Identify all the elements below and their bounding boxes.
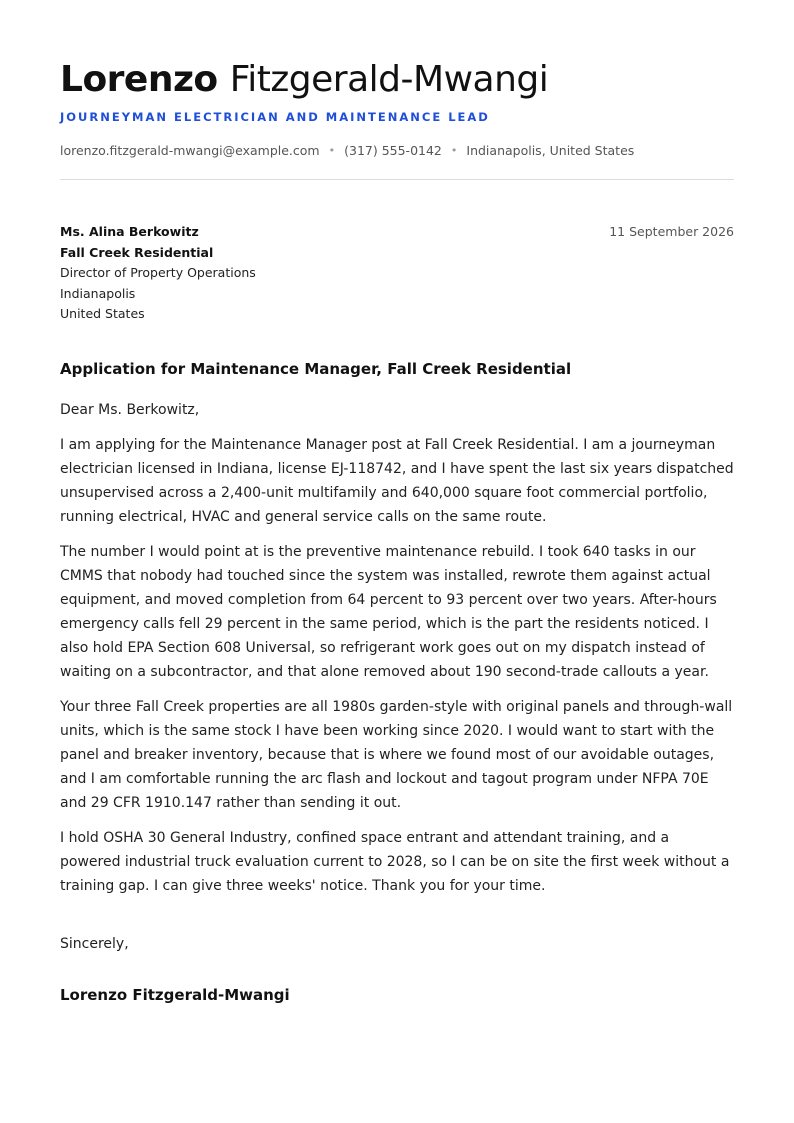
phone-number[interactable]: (317) 555-0142 bbox=[344, 143, 442, 158]
letter-date: 11 September 2026 bbox=[609, 224, 734, 239]
body-paragraph: The number I would point at is the preventive maintenance rebuild. I took 640 tasks in our CMMS that nobody had touched since the system was installed, rewrote them against actual equipment, and moved completion from 64 percent to 93 percent over two years. After-hours emergency calls fell 29 percent in the same period, which is the part the residents noticed. I also hold EPA Section 608 Universal, so refrigerant work goes out on my dispatch instead of waiting on a subcontractor, and that alone removed about 190 second-trade callouts a year. bbox=[60, 543, 717, 680]
email-link[interactable]: lorenzo.fitzgerald-mwangi@example.com bbox=[60, 143, 320, 158]
letter-subject: Application for Maintenance Manager, Fall Creek Residential bbox=[60, 359, 572, 378]
body-paragraph: I hold OSHA 30 General Industry, confined space entrant and attendant training, and a powered industrial truck evaluation current to 2028, so I can be on site the first week without a training gap. I can give three weeks' notice. Thank you for your time. bbox=[60, 829, 730, 894]
body-paragraph: I am applying for the Maintenance Manager post at Fall Creek Residential. I am a journeyman electrician licensed in Indiana, license EJ-118742, and I have spent the last six years dispatched unsupervised across a 2,400-unit multifamily and 640,000 square foot commercial portfolio, running electrical, HVAC and general service calls on the same route. bbox=[60, 436, 734, 525]
header-divider bbox=[60, 179, 734, 180]
contact-line bbox=[60, 143, 734, 158]
recipient-name: Ms. Alina Berkowitz bbox=[60, 224, 199, 239]
signature-name: Lorenzo Fitzgerald-Mwangi bbox=[60, 985, 290, 1004]
recipient-company: Fall Creek Residential bbox=[60, 244, 214, 260]
closing: Sincerely, bbox=[60, 935, 129, 952]
recipient-city: Indianapolis bbox=[60, 285, 136, 301]
separator-dot: • bbox=[328, 144, 336, 157]
body-paragraph: Your three Fall Creek properties are all 1980s garden-style with original panels and through-wall units, which is the same stock I have been working since 2020. I would want to start with the panel and breaker inventory, because that is where we found most of our avoidable outages, and I am comfortable running the arc flash and lockout and tagout program under NFPA 70E and 29 CFR 1910.147 rather than sending it out. bbox=[60, 698, 733, 811]
applicant-role: JOURNEYMAN ELECTRICIAN AND MAINTENANCE LEAD bbox=[60, 110, 490, 124]
recipient-block bbox=[60, 222, 256, 325]
location: Indianapolis, United States bbox=[466, 143, 635, 158]
first-name: Lorenzo bbox=[60, 59, 218, 100]
recipient-title: Director of Property Operations bbox=[60, 265, 256, 280]
recipient-country: United States bbox=[60, 306, 145, 321]
applicant-name bbox=[60, 58, 734, 102]
separator-dot: • bbox=[450, 144, 458, 157]
salutation: Dear Ms. Berkowitz, bbox=[60, 401, 200, 418]
letter-meta bbox=[60, 222, 734, 325]
last-name: Fitzgerald-Mwangi bbox=[229, 59, 549, 100]
